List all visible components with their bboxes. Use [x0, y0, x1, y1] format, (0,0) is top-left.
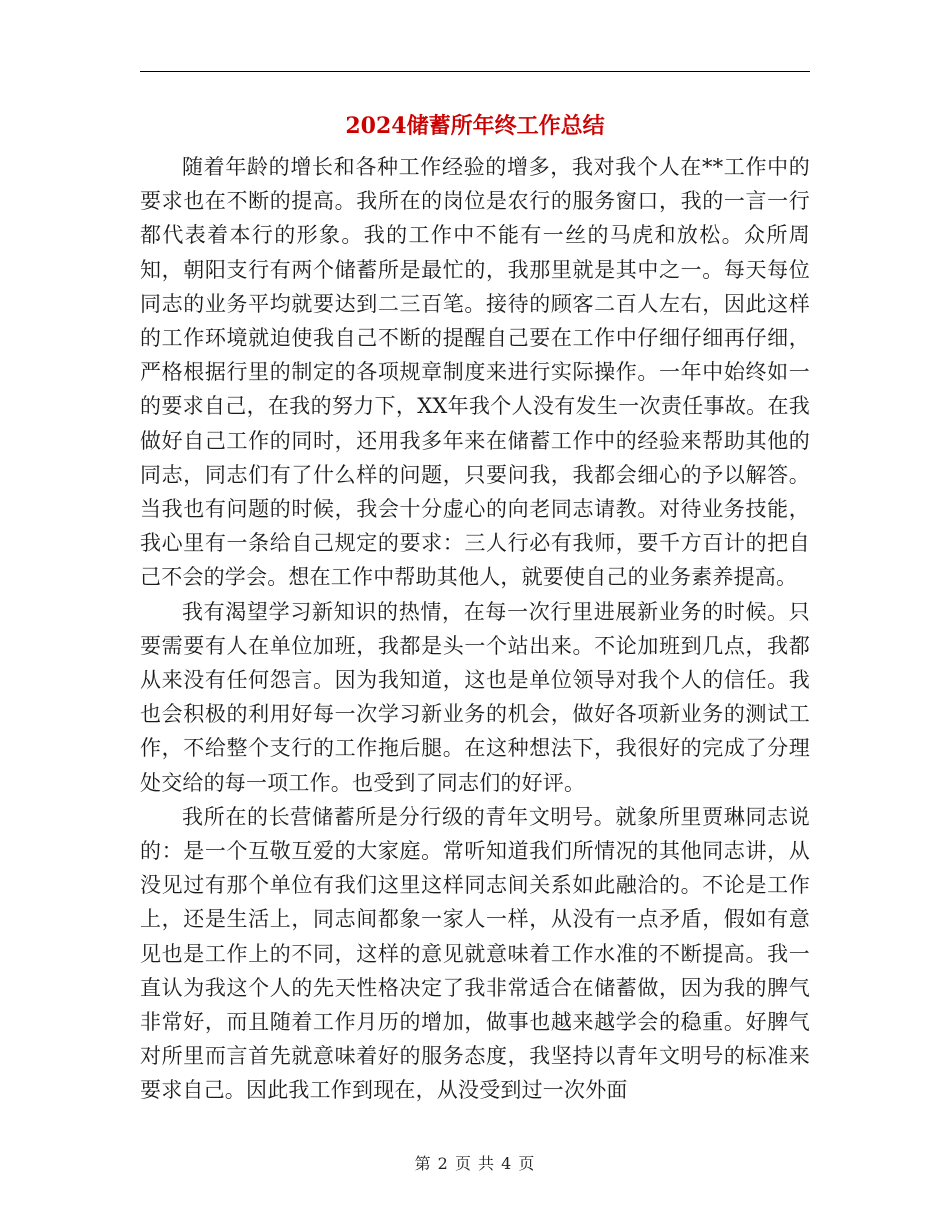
document-title: 2024储蓄所年终工作总结: [345, 113, 605, 139]
header-rule: [140, 71, 810, 72]
paragraph-1: 随着年龄的增长和各种工作经验的增多，我对我个人在**工作中的要求也在不断的提高。我所在的岗位是农行的服务窗口，我的一言一行都代表着本行的形象。我的工作中不能有一丝的马虎和放松。众所周知，朝阳支行有两个储蓄所是最忙的，我那里就是其中之一。每天每位同志的业务平均就要达到二三百笔。接待的顾客二百人左右，因此这样的工作环境就迫使我自己不断的提醒自己要在工作中仔细仔细再仔细，严格根据行里的制定的各项规章制度来进行实际操作。一年中始终如一的要求自己，在我的努力下，XX年我个人没有发生一次责任事故。在我做好自己工作的同时，还用我多年来在储蓄工作中的经验来帮助其他的同志，同志们有了什么样的问题，只要问我，我都会细心的予以解答。当我也有问题的时候，我会十分虚心的向老同志请教。对待业务技能，我心里有一条给自己规定的要求：三人行必有我师，要千方百计的把自己不会的学会。想在工作中帮助其他人，就要使自己的业务素养提高。: [140, 155, 810, 590]
paragraph-2: 我有渴望学习新知识的热情，在每一次行里进展新业务的时候。只要需要有人在单位加班，我都是头一个站出来。不论加班到几点，我都从来没有任何怨言。因为我知道，这也是单位领导对我个人的信任。我也会积极的利用好每一次学习新业务的机会，做好各项新业务的测试工作，不给整个支行的工作拖后腿。在这种想法下，我很好的完成了分理处交给的每一项工作。也受到了同志们的好评。: [140, 599, 810, 795]
page-number: 第 2 页 共 4 页: [414, 1154, 536, 1173]
document-body: [140, 150, 810, 1108]
paragraph-3: 我所在的长营储蓄所是分行级的青年文明号。就象所里贾琳同志说的：是一个互敬互爱的大家庭。常听知道我们所情况的其他同志讲，从没见过有那个单位有我们这里这样同志间关系如此融洽的。不论是工作上，还是生活上，同志间都象一家人一样，从没有一点矛盾，假如有意见也是工作上的不同，这样的意见就意味着工作水准的不断提高。我一直认为我这个人的先天性格决定了我非常适合在储蓄做，因为我的脾气非常好，而且随着工作月历的增加，做事也越来越学会的稳重。好脾气对所里而言首先就意味着好的服务态度，我坚持以青年文明号的标准来要求自己。因此我工作到现在，从没受到过一次外面: [140, 804, 810, 1103]
